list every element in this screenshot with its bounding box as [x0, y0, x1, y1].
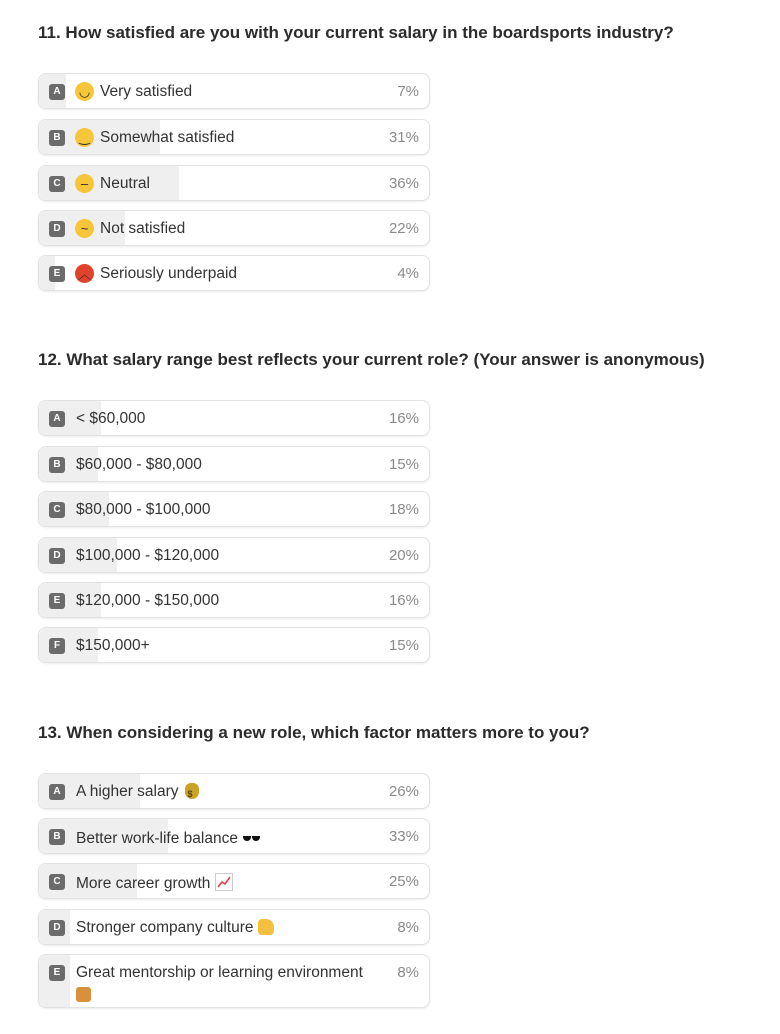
option-label: $100,000 - $120,000 [76, 547, 220, 564]
option-q12-b[interactable] [38, 446, 430, 482]
option-label: Great mentorship or learning environment [76, 964, 363, 981]
option-label: Seriously underpaid [100, 265, 238, 282]
option-label: < $60,000 [76, 410, 146, 427]
option-label: A higher salary [76, 783, 179, 800]
option-label: $150,000+ [76, 637, 150, 654]
option-q11-e[interactable] [38, 255, 430, 291]
option-percentage: 4% [397, 265, 419, 282]
option-percentage: 20% [388, 547, 419, 564]
option-letter-badge: A [49, 784, 65, 800]
option-percentage: 15% [388, 637, 419, 654]
option-letter-badge: C [49, 176, 65, 192]
question-12 [38, 349, 768, 654]
option-q13-d[interactable] [38, 909, 430, 945]
option-percentage: 16% [388, 410, 419, 427]
option-q11-b[interactable] [38, 119, 430, 155]
option-label-row [76, 783, 199, 801]
option-letter-badge: C [49, 874, 65, 890]
option-percentage: 8% [397, 964, 419, 981]
question-11-title: 11. How satisfied are you with your current salary in the boardsports industry? [38, 23, 674, 42]
option-label: More career growth [76, 875, 211, 892]
option-letter-badge: F [49, 638, 65, 654]
option-q13-c[interactable] [38, 863, 430, 899]
option-q11-a[interactable] [38, 73, 430, 109]
question-11 [38, 22, 768, 282]
option-letter-badge: E [49, 266, 65, 282]
option-letter-badge: A [49, 84, 65, 100]
money-bag-icon [185, 783, 199, 799]
option-label: Not satisfied [100, 220, 186, 237]
option-label: Stronger company culture [76, 919, 254, 936]
option-q12-f[interactable] [38, 627, 430, 663]
option-percentage: 16% [388, 592, 419, 609]
option-percentage: 22% [388, 220, 419, 237]
option-label-row [76, 873, 233, 893]
option-label: Neutral [100, 175, 150, 192]
option-percentage: 15% [388, 456, 419, 473]
option-percentage: 7% [397, 83, 419, 100]
chart-increasing-icon [215, 873, 233, 891]
option-label: Somewhat satisfied [100, 129, 235, 146]
option-letter-badge: C [49, 502, 65, 518]
option-letter-badge: B [49, 130, 65, 146]
option-label-row [76, 919, 274, 937]
option-percentage: 8% [397, 919, 419, 936]
option-letter-badge: E [49, 593, 65, 609]
thumbs-up-icon [258, 919, 274, 935]
option-letter-badge: E [49, 965, 65, 981]
option-percentage: 18% [388, 501, 419, 518]
option-percentage: 25% [388, 873, 419, 890]
option-letter-badge: B [49, 457, 65, 473]
option-percentage: 26% [388, 783, 419, 800]
option-letter-badge: A [49, 411, 65, 427]
option-q12-c[interactable] [38, 491, 430, 527]
option-label: $80,000 - $100,000 [76, 501, 211, 518]
option-q13-e[interactable] [38, 954, 430, 1008]
neutral-face-icon: – [75, 174, 94, 193]
option-q12-a[interactable] [38, 400, 430, 436]
option-percentage: 33% [388, 828, 419, 845]
teacher-icon [76, 987, 91, 1002]
question-13-title: 13. When considering a new role, which factor matters more to you? [38, 723, 590, 742]
option-label-row [76, 828, 261, 848]
smile-grin-icon: ◡ [75, 82, 94, 101]
option-label: $120,000 - $150,000 [76, 592, 220, 609]
option-label: Better work-life balance [76, 830, 238, 847]
option-letter-badge: D [49, 221, 65, 237]
option-q13-b[interactable] [38, 818, 430, 854]
question-12-title: 12. What salary range best reflects your current role? (Your answer is anonymous) [38, 350, 705, 369]
option-q11-c[interactable] [38, 165, 430, 201]
confused-face-icon: ~ [75, 219, 94, 238]
option-q13-a[interactable] [38, 773, 430, 809]
option-label: $60,000 - $80,000 [76, 456, 202, 473]
option-label: Very satisfied [100, 83, 193, 100]
result-bar [39, 955, 70, 1007]
option-letter-badge: D [49, 920, 65, 936]
option-letter-badge: B [49, 829, 65, 845]
question-13 [38, 722, 768, 981]
option-percentage: 31% [388, 129, 419, 146]
option-q12-d[interactable] [38, 537, 430, 573]
option-letter-badge: D [49, 548, 65, 564]
angry-face-icon: ︿ [75, 264, 94, 283]
option-percentage: 36% [388, 175, 419, 192]
smile-slight-icon: ‿ [75, 128, 94, 147]
option-q12-e[interactable] [38, 582, 430, 618]
option-q11-d[interactable] [38, 210, 430, 246]
sunglasses-icon [243, 828, 261, 846]
